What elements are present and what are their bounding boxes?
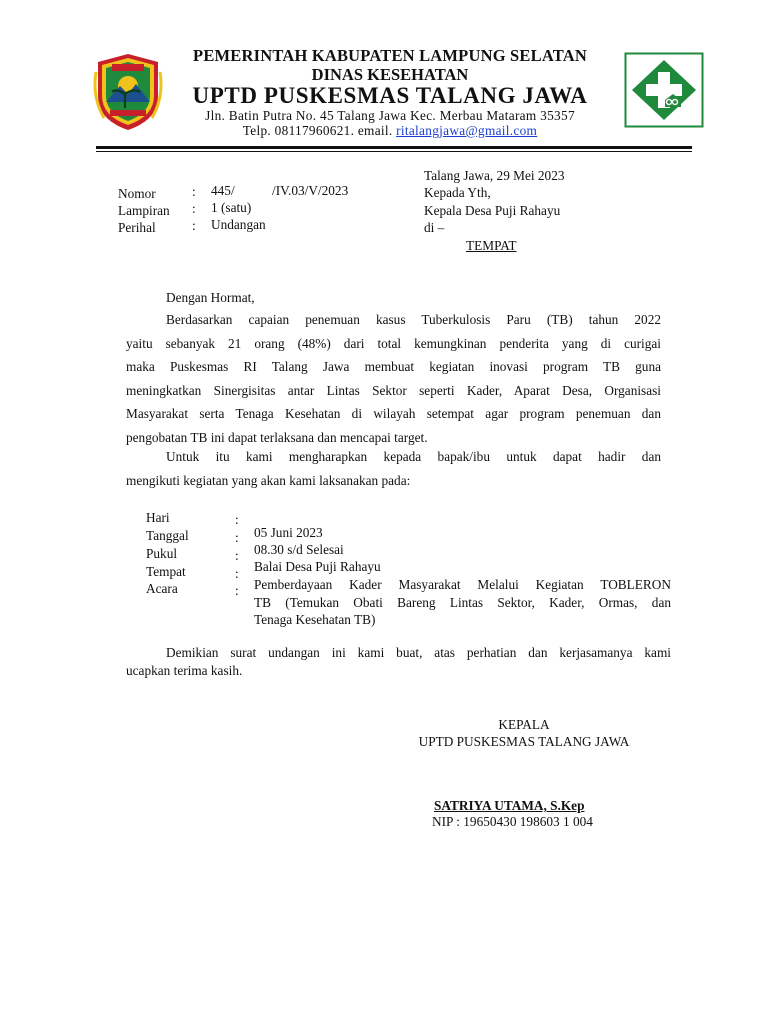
closing-line: Demikian surat undangan ini kami buat, atas perhatian dan kerjasamanya kami xyxy=(166,645,671,660)
letterhead-address: Jln. Batin Putra No. 45 Talang Jawa Kec. Merbau Mataram 35357 xyxy=(205,108,575,123)
signature-institution: UPTD PUSKESMAS TALANG JAWA xyxy=(418,734,630,749)
tempat-colon: : xyxy=(235,566,239,581)
letterhead-department: DINAS KESEHATAN xyxy=(311,65,469,84)
paragraph-1-line: yaitu sebanyak 21 orang (48%) dari total kemungkinan penderita yang di curigai xyxy=(126,335,661,351)
acara-line: TB (Temukan Obati Bareng Lintas Sektor, Kader, Ormas, dan xyxy=(254,594,671,610)
di-line: di – xyxy=(424,220,445,235)
place-date: Talang Jawa, 29 Mei 2023 xyxy=(424,168,565,183)
contact-phone: Telp. 08117960621. email. xyxy=(242,123,397,138)
nomor-value-suffix: /IV.03/V/2023 xyxy=(272,183,349,198)
acara-line: Pemberdayaan Kader Masyarakat Melalui Kegiatan TOBLERON xyxy=(254,577,671,592)
letterhead-rule-thin xyxy=(96,151,692,152)
paragraph-1-line: Masyarakat serta Tenaga Kesehatan di wilayah setempat agar program penemuan dan xyxy=(126,406,661,421)
tanggal-label: Tanggal xyxy=(146,528,189,543)
paragraph-1-line: meningkatkan Sinergisitas antar Lintas Sektor seperti Kader, Aparat Desa, Organisasi xyxy=(126,382,661,398)
email-link[interactable]: ritalangjawa@gmail.com xyxy=(396,123,538,138)
lampiran-value: 1 (satu) xyxy=(211,200,252,215)
lampiran-label: Lampiran xyxy=(118,203,170,218)
acara-line: Tenaga Kesehatan TB) xyxy=(254,612,376,627)
tanggal-colon: : xyxy=(235,530,239,545)
paragraph-2-line: mengikuti kegiatan yang akan kami laksanakan pada: xyxy=(126,472,411,488)
paragraph-1 xyxy=(126,308,661,449)
perihal-colon: : xyxy=(192,218,196,233)
puskesmas-logo xyxy=(624,52,704,128)
letterhead-institution: UPTD PUSKESMAS TALANG JAWA xyxy=(192,83,588,108)
hari-label: Hari xyxy=(146,510,170,525)
greeting: Dengan Hormat, xyxy=(166,290,255,305)
paragraph-2 xyxy=(126,445,661,492)
perihal-value: Undangan xyxy=(211,217,266,232)
paragraph-1-line: pengobatan TB ini dapat terlaksana dan mencapai target. xyxy=(126,429,428,445)
pukul-colon: : xyxy=(235,548,239,563)
lampung-selatan-emblem xyxy=(92,52,164,132)
pukul-value: 08.30 s/d Selesai xyxy=(254,542,344,557)
letterhead-contact xyxy=(160,122,620,139)
letterhead-rule-thick xyxy=(96,146,692,149)
hari-colon: : xyxy=(235,512,239,527)
lampiran-colon: : xyxy=(192,201,196,216)
nomor-label: Nomor xyxy=(118,186,156,201)
pukul-label: Pukul xyxy=(146,546,178,561)
closing-line: ucapkan terima kasih. xyxy=(126,663,243,678)
tempat-value: Balai Desa Puji Rahayu xyxy=(254,559,381,574)
acara-label: Acara xyxy=(146,581,178,596)
recipient: Kepala Desa Puji Rahayu xyxy=(424,203,561,218)
acara-colon: : xyxy=(235,583,239,598)
perihal-label: Perihal xyxy=(118,220,156,235)
nomor-value: 445/ xyxy=(211,183,235,198)
closing-paragraph xyxy=(126,644,671,680)
tempat-heading: TEMPAT xyxy=(466,238,517,253)
paragraph-2-line: Untuk itu kami mengharapkan kepada bapak/ibu untuk dapat hadir dan xyxy=(166,449,661,464)
letterhead-government: PEMERINTAH KABUPATEN LAMPUNG SELATAN xyxy=(193,46,587,65)
kepada-yth: Kepada Yth, xyxy=(424,185,491,200)
tanggal-value: 05 Juni 2023 xyxy=(254,525,323,540)
signatory-nip: NIP : 19650430 198603 1 004 xyxy=(432,814,593,829)
signature-title: KEPALA xyxy=(498,717,550,732)
nomor-colon: : xyxy=(192,184,196,199)
tempat-label: Tempat xyxy=(146,564,186,579)
paragraph-1-line: Berdasarkan capaian penemuan kasus Tuberkulosis Paru (TB) tahun 2022 xyxy=(166,312,661,327)
paragraph-1-line: maka Puskesmas RI Talang Jawa membuat kegiatan inovasi program TB guna xyxy=(126,359,661,374)
acara-value xyxy=(254,576,671,629)
signatory-name: SATRIYA UTAMA, S.Kep xyxy=(434,798,585,813)
